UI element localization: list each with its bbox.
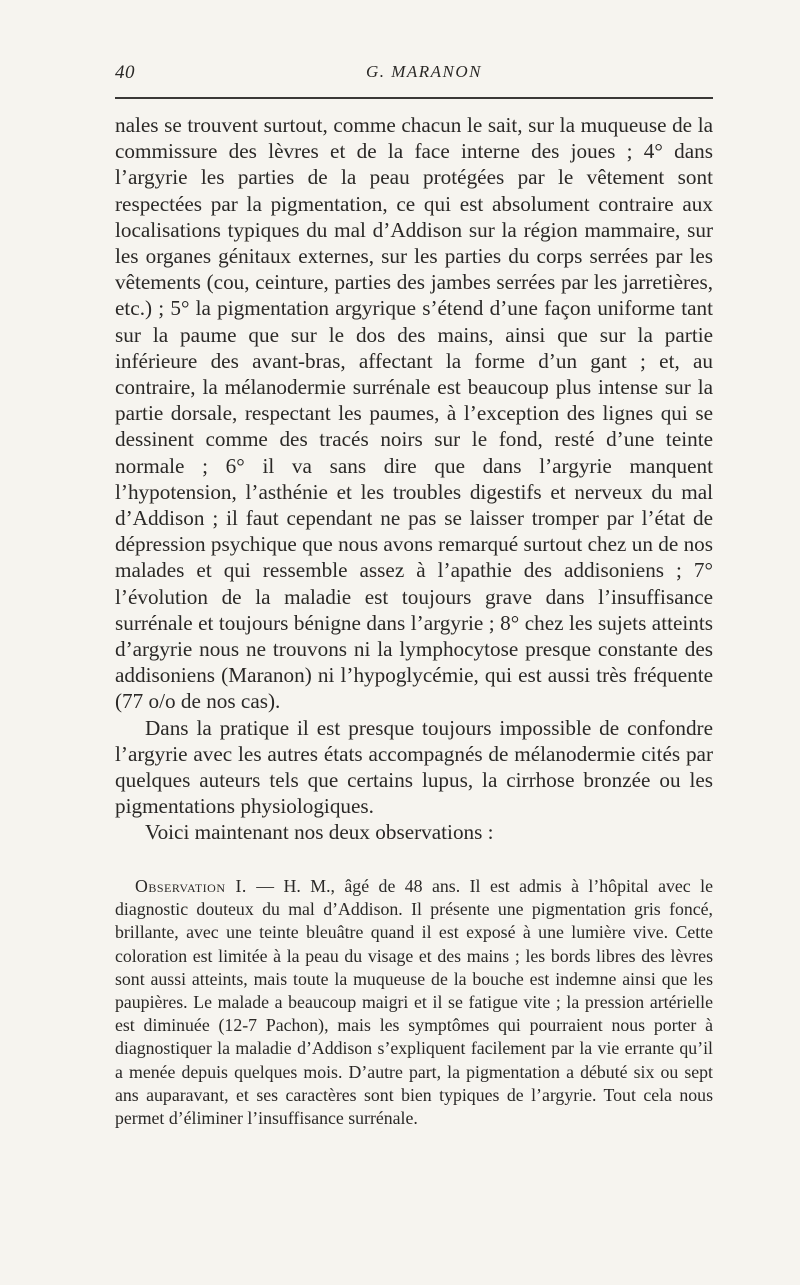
main-text (115, 112, 713, 846)
paragraph-3: Voici maintenant nos deux observations : (145, 820, 494, 845)
header-rule (115, 97, 713, 99)
observation-paragraph (115, 875, 713, 1130)
page-header (115, 62, 713, 88)
paragraph-1: nales se trouvent surtout, comme chacun le sait, sur la muqueuse de la commissure des lèvres et de la face interne des joues ; 4° dans l’argyrie les parties de la peau protégées par le vêtement sont respectées par la pigmentation, ce qui est absolument contraire aux localisations typiques du mal d’Addison sur la région mammaire, sur les organes génitaux externes, sur les parties du corps serrées par les vêtements (cou, ceinture, parties des jambes serrées par les jarretières, etc.) ; 5° la pigmentation argyrique s’étend d’une façon uniforme tant sur la paume que sur le dos des mains, ainsi que sur la partie inférieure des avant-bras, affectant la forme d’un gant ; et, au contraire, la mélanodermie surrénale est beaucoup plus intense sur la partie dorsale, respectant les paumes, à l’exception des lignes qui se dessinent comme des tracés noirs sur le fond, resté d’une teinte normale ; 6° il va sans dire que dans l’argyrie manquent l’hypotension, l’asthénie et les troubles digestifs et nerveux du mal d’Addison ; il faut cependant ne pas se laisser tromper par l’état de dépression psychique que nous avons remarqué surtout chez un de nos malades et qui ressemble assez à l’apathie des addisoniens ; 7° l’évolution de la maladie est toujours grave dans l’insuffisance surrénale et toujours bénigne dans l’argyrie ; 8° chez les sujets atteints d’argyrie nous ne trouvons ni la lymphocytose presque constante des addisoniens (Maranon) ni l’hypoglycémie, qui est aussi très fréquente (77 o/o de nos cas). (115, 113, 713, 714)
paragraph-2: Dans la pratique il est presque toujours impossible de confondre l’argyrie avec les autres états accompagnés de mélanodermie cités par quelques auteurs tels que certains lupus, la cirrhose bronzée ou les pigmentations physiologiques. (115, 715, 713, 819)
running-head: G. MARANON (365, 62, 483, 81)
observation-label: Observation I. (135, 876, 247, 896)
observation-text: — H. M., âgé de 48 ans. Il est admis à l’hôpital avec le diagnostic douteux du mal d’Addison. Il présente une pigmentation gris foncé, brillante, avec une teinte bleuâtre quand il est exposé à une lumière vive. Cette coloration est limitée à la peau du visage et des mains ; les bords libres des lèvres sont aussi atteints, mais toute la muqueuse de la bouche est indemne ainsi que les paupières. Le malade a beaucoup maigri et il se fatigue vite ; la pression artérielle est diminuée (12-7 Pachon), mais les symptômes qui pourraient nous porter à diagnostiquer la maladie d’Addison s’expliquent facilement par la vie errante qu’il a menée depuis quelques mois. D’autre part, la pigmentation a débuté six ou sept ans auparavant, et ses caractères sont bien typiques de l’argyrie. Tout cela nous permet d’éliminer l’insuffisance surrénale. (115, 876, 713, 1129)
page-number: 40 (115, 62, 135, 83)
observation-block (115, 875, 713, 1130)
